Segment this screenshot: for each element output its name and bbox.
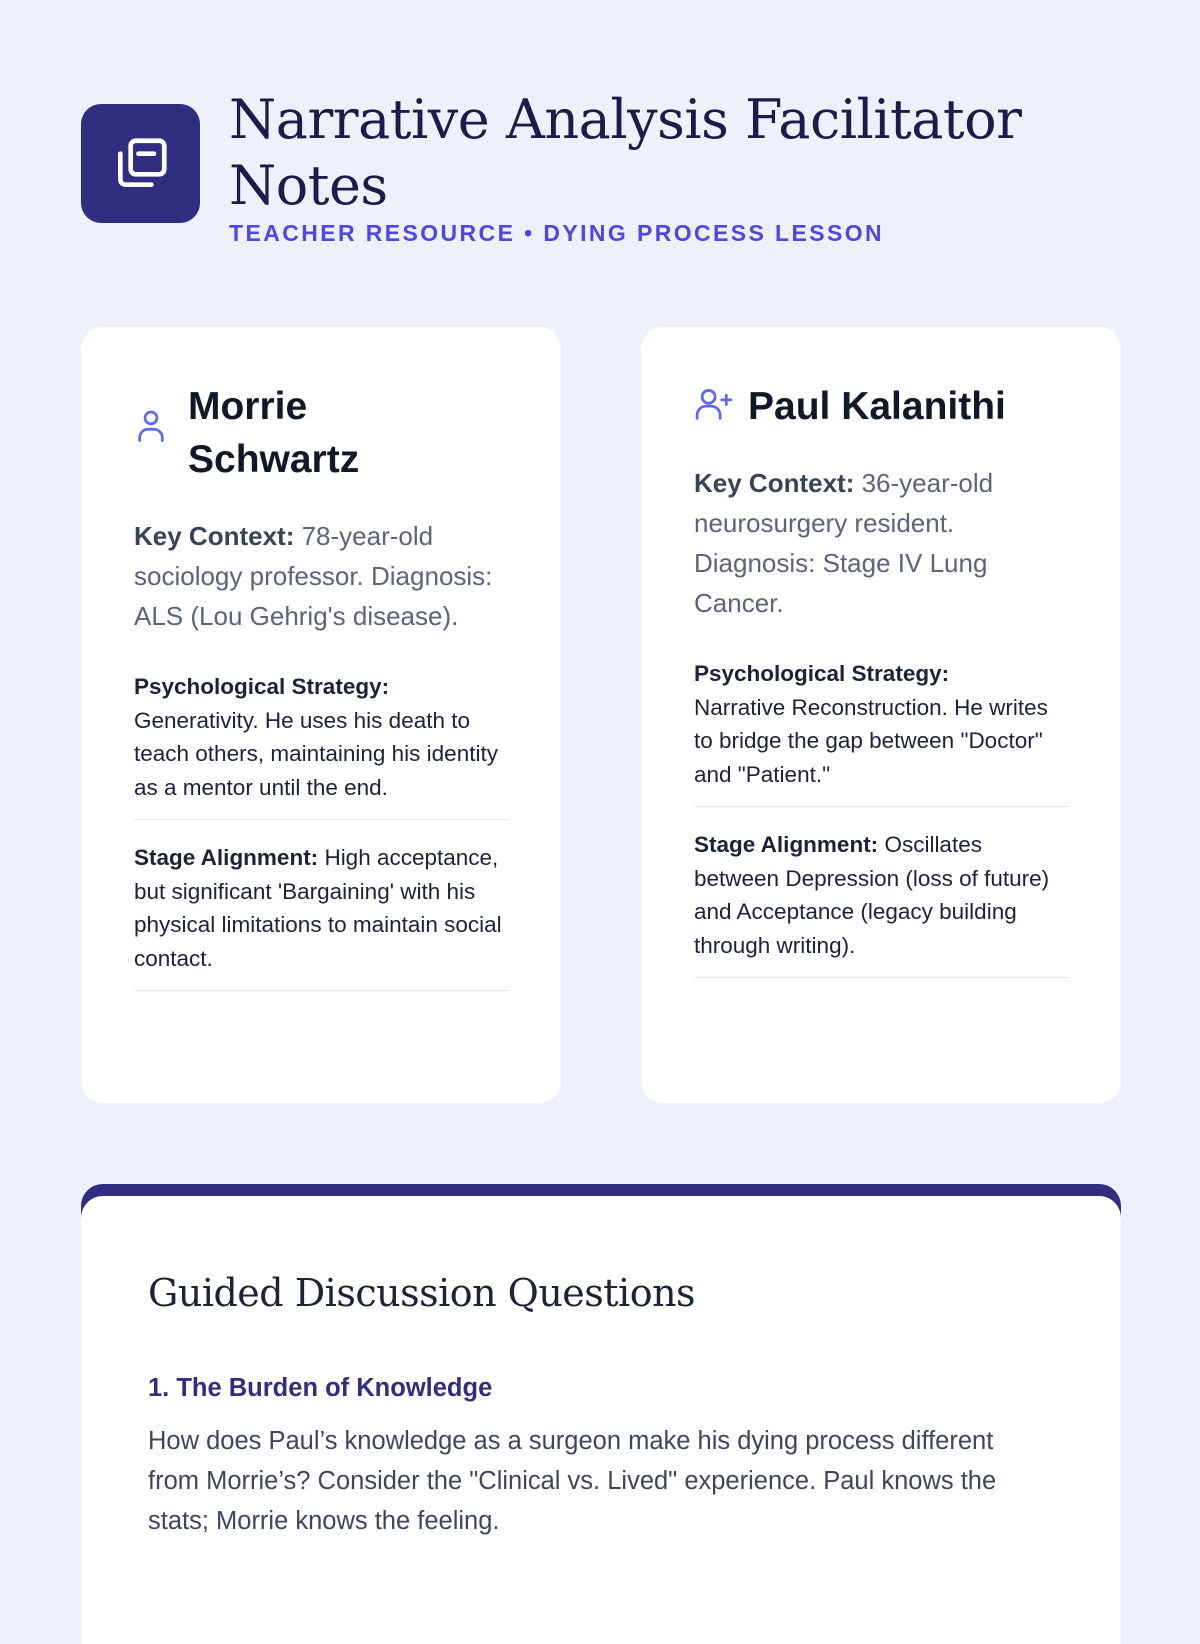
profile-card-morrie xyxy=(81,327,561,1103)
stage-label: Stage Alignment: xyxy=(134,845,319,870)
logo-badge xyxy=(81,104,200,223)
discussion-title: Guided Discussion Questions xyxy=(148,1271,696,1315)
key-context-label: Key Context: xyxy=(694,468,855,498)
profile-name: Paul Kalanithi xyxy=(748,385,1006,428)
psychological-strategy xyxy=(134,670,508,820)
key-context-text: 78-year-old sociology professor. Diagnosis: ALS (Lou Gehrig's disease). xyxy=(134,521,493,631)
key-context-label: Key Context: xyxy=(134,521,295,551)
question-body: How does Paul’s knowledge as a surgeon make his dying process different from Morrie’s? Consider the "Clinical vs. Lived" experience. Paul knows the stats; Morrie knows the feeling. xyxy=(148,1427,997,1535)
key-context xyxy=(134,516,508,636)
strategy-text: Narrative Reconstruction. He writes to bridge the gap between "Doctor" and "Patient." xyxy=(694,694,1048,787)
page-title: Narrative Analysis Facilitator Notes xyxy=(229,88,1022,217)
profile-card-paul xyxy=(641,327,1121,1103)
stage-text: Oscillates between Depression (loss of future) and Acceptance (legacy building through writing). xyxy=(694,832,1050,958)
profile-name: Morrie Schwartz xyxy=(188,385,360,481)
discussion-panel xyxy=(81,1184,1121,1644)
question-title: 1. The Burden of Knowledge xyxy=(148,1374,493,1402)
copy-icon xyxy=(110,133,172,195)
strategy-label: Psychological Strategy: xyxy=(134,674,390,699)
key-context-text: 36-year-old neurosurgery resident. Diagnosis: Stage IV Lung Cancer. xyxy=(694,468,994,618)
page-header xyxy=(81,87,1121,247)
user-icon xyxy=(134,406,168,444)
profile-header xyxy=(134,380,508,486)
user-plus-icon xyxy=(694,384,734,422)
title-block xyxy=(229,87,1121,247)
strategy-label: Psychological Strategy: xyxy=(694,661,950,686)
stage-label: Stage Alignment: xyxy=(694,832,879,857)
discussion-body xyxy=(81,1196,1121,1644)
stage-alignment xyxy=(694,828,1068,978)
stage-alignment xyxy=(134,841,508,991)
profile-header xyxy=(694,380,1068,433)
stage-text: High acceptance, but significant 'Bargaining' with his physical limitations to maintain social contact. xyxy=(134,845,502,971)
strategy-text: Generativity. He uses his death to teach others, maintaining his identity as a mentor until the end. xyxy=(134,707,498,800)
psychological-strategy xyxy=(694,657,1068,807)
page-subtitle: TEACHER RESOURCE • DYING PROCESS LESSON xyxy=(229,220,885,246)
key-context xyxy=(694,463,1068,623)
